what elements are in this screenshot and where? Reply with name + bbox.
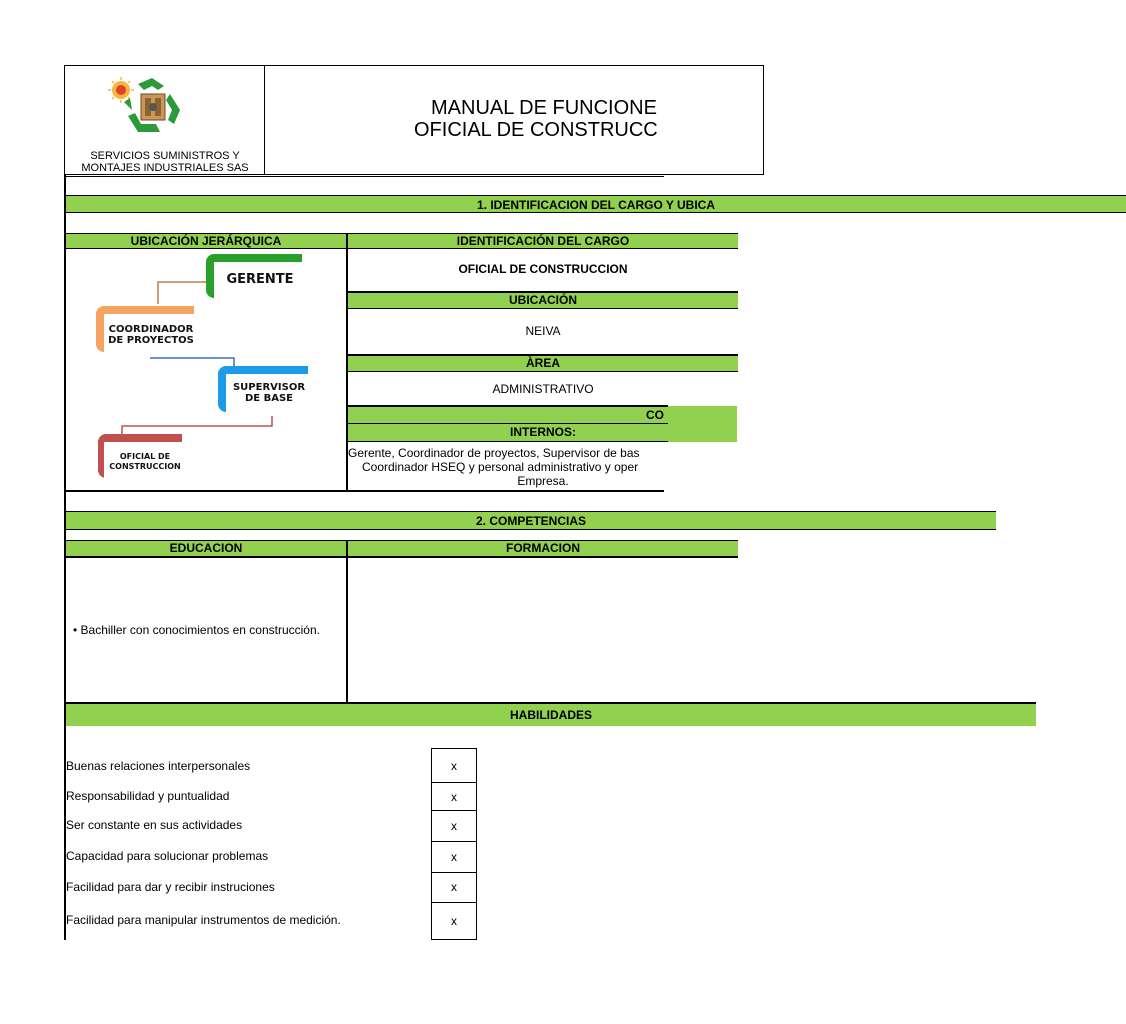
internos-label: INTERNOS: <box>510 425 576 439</box>
company-name-line1: SERVICIOS SUMINISTROS Y <box>90 150 240 162</box>
skill-label-3: Ser constante en sus actividades <box>66 818 243 832</box>
skill-mark-4: x <box>431 841 477 873</box>
org-level3-box <box>226 374 312 416</box>
org-level2-box <box>104 314 198 356</box>
internos-line1: Gerente, Coordinador de proyectos, Supervisor de bas <box>348 446 640 460</box>
col-ubicacion-jerarquica: UBICACIÓN JERÁRQUICA <box>66 233 346 249</box>
org-level3-line2: DE BASE <box>244 393 293 404</box>
skill-label-4: Capacidad para solucionar problemas <box>66 849 269 863</box>
org-chart <box>66 250 346 490</box>
doc-title-line2: OFICIAL DE CONSTRUCC <box>414 119 658 141</box>
skill-mark-1: x <box>431 748 477 784</box>
relations-divider <box>348 423 668 424</box>
internos-line3: Empresa. <box>517 474 569 488</box>
ubicacion-label: UBICACIÓN <box>348 291 738 309</box>
col-identificacion-cargo: IDENTIFICACIÓN DEL CARGO <box>348 233 738 249</box>
org-level3-line1: SUPERVISOR <box>232 382 306 393</box>
skill-mark-2: x <box>431 782 477 812</box>
org-level2-line1: COORDINADOR <box>108 324 194 335</box>
internos-line2: Coordinador HSEQ y personal administrativo y oper <box>362 460 639 474</box>
col-formacion: FORMACION <box>348 540 738 558</box>
org-level2-line2: DE PROYECTOS <box>108 335 194 346</box>
skill-mark-3: x <box>431 810 477 842</box>
section1-title: 1. IDENTIFICACION DEL CARGO Y UBICA <box>66 195 1126 213</box>
skill-label-2: Responsabilidad y puntualidad <box>66 789 230 803</box>
doc-title-line1: MANUAL DE FUNCIONE <box>431 97 657 119</box>
company-name-line2: MONTAJES INDUSTRIALES SAS <box>81 162 249 174</box>
company-logo <box>108 76 192 138</box>
org-level4-box <box>104 442 186 480</box>
habilidades-title: HABILIDADES <box>66 702 1036 726</box>
education-item: • Bachiller con conocimientos en construcción. <box>73 623 320 637</box>
skill-mark-6: x <box>431 902 477 940</box>
org-level1-label: GERENTE <box>226 272 294 287</box>
org-level1-box <box>214 262 306 302</box>
area-label: ÀREA <box>348 354 738 372</box>
section1-bottom-rule <box>64 490 664 492</box>
col-educacion: EDUCACION <box>66 540 346 558</box>
skill-label-6: Facilidad para manipular instrumentos de medición. <box>66 913 341 927</box>
skill-label-5: Facilidad para dar y recibir instruciones <box>66 880 275 894</box>
rule-under-header <box>64 176 664 177</box>
org-level4-line1: OFICIAL DE <box>119 452 171 461</box>
relations-label: CO <box>646 408 664 422</box>
area-value: ADMINISTRATIVO <box>492 382 594 396</box>
header-divider <box>264 65 265 175</box>
section2-title: 2. COMPETENCIAS <box>66 511 996 530</box>
skill-mark-5: x <box>431 872 477 903</box>
section2-mid-divider <box>346 540 348 702</box>
skill-label-1: Buenas relaciones interpersonales <box>66 759 251 773</box>
recycle-logo-icon <box>108 76 192 138</box>
ubicacion-value: NEIVA <box>525 324 561 338</box>
org-level4-line2: CONSTRUCCION <box>109 462 181 471</box>
cargo-name: OFICIAL DE CONSTRUCCION <box>458 262 628 276</box>
